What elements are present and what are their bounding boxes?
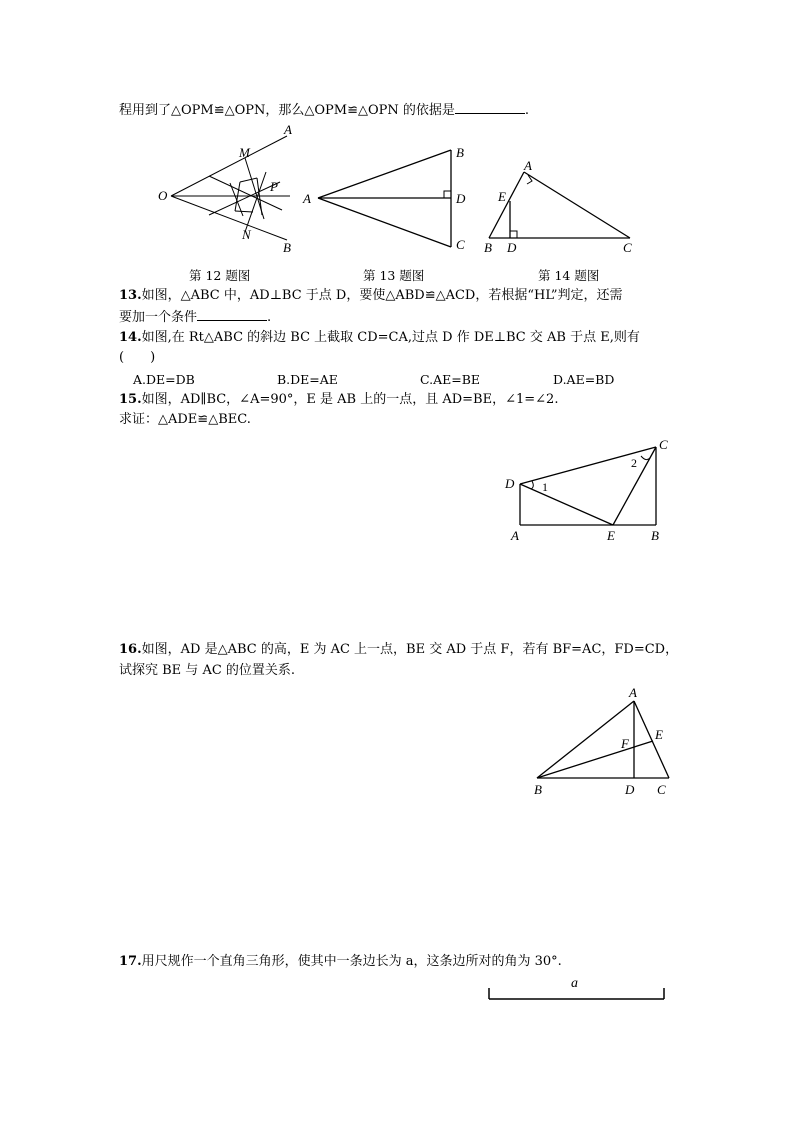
fig14-label-A: A: [524, 158, 532, 173]
fig12-label-M: M: [239, 145, 250, 160]
fig14-label-B: B: [484, 240, 492, 255]
q15-number: 15.: [119, 392, 142, 407]
fig15-angle-2: 2: [631, 456, 637, 470]
fig16-label-C: C: [657, 782, 666, 797]
fig16-label-D: D: [625, 782, 635, 797]
fig15-label-B: B: [651, 528, 659, 543]
q13-end: .: [267, 310, 272, 325]
q14-choice-b[interactable]: B.DE=AE: [277, 372, 338, 387]
q16-text: 如图，AD 是△ABC 的高，E 为 AC 上一点，BE 交 AD 于点 F，若有 BF=AC，FD=CD，: [141, 642, 679, 657]
fig16-label-A: A: [629, 685, 637, 700]
fig15-label-E: E: [607, 528, 615, 543]
q12-end: .: [524, 103, 530, 118]
fig15-angle-1: 1: [542, 480, 548, 494]
q13-number: 13.: [119, 288, 142, 303]
fig15-label-C: C: [659, 437, 668, 452]
fig16-label-E: E: [655, 727, 663, 742]
q14-choice-a[interactable]: A.DE=DB: [133, 372, 195, 387]
fig14-label-E: E: [498, 189, 506, 204]
q16-line2: 试探究 BE 与 AC 的位置关系.: [119, 663, 296, 678]
fig16-label-F: F: [621, 736, 629, 751]
q15-text: 如图，AD∥BC，∠A=90°，E 是 AB 上的一点，且 AD=BE，∠1=∠2.: [141, 392, 559, 407]
fig14-label-C: C: [623, 240, 632, 255]
q16-number: 16.: [119, 642, 142, 657]
fig16-label-B: B: [534, 782, 542, 797]
q13-text2: 要加一个条件: [119, 310, 198, 325]
q14-choice-d[interactable]: D.AE=BD: [553, 372, 615, 387]
q14-number: 14.: [119, 330, 142, 345]
fig13-caption: 第 13 题图: [363, 268, 425, 283]
q17-number: 17.: [119, 954, 142, 969]
q12-sentence: 程用到了△OPM≌△OPN，那么△OPM≌△OPN 的依据是: [119, 103, 455, 118]
q14-paren: ( ): [119, 350, 156, 365]
fig12-caption: 第 12 题图: [189, 268, 251, 283]
q15-line2: 求证：△ADE≌△BEC.: [119, 412, 251, 427]
fig15-label-A: A: [511, 528, 519, 543]
fig12-label-B: B: [283, 240, 291, 255]
fig12-label-P: P: [270, 179, 278, 194]
fig12-label-O: O: [158, 188, 168, 203]
segment-a-label: a: [571, 976, 578, 991]
fig14-caption: 第 14 题图: [538, 268, 600, 283]
fig13-label-A: A: [303, 191, 311, 206]
fig12-label-N: N: [242, 227, 251, 242]
q13-text: 如图，△ABC 中，AD⊥BC 于点 D，要使△ABD≌△ACD，若根据“HL”判定，还需: [141, 288, 623, 303]
fig13-label-C: C: [456, 237, 465, 252]
q14-choice-c[interactable]: C.AE=BE: [420, 372, 481, 387]
q14-text: 如图,在 Rt△ABC 的斜边 BC 上截取 CD=CA,过点 D 作 DE⊥BC 交 AB 于点 E,则有: [141, 330, 640, 345]
q17-text: 用尺规作一个直角三角形，使其中一条边长为 a，这条边所对的角为 30°.: [141, 954, 562, 969]
fig15-label-D: D: [505, 476, 515, 491]
fig14-label-D: D: [507, 240, 517, 255]
fig13-label-B: B: [456, 145, 464, 160]
fig13-label-D: D: [456, 191, 466, 206]
fig12-label-A: A: [284, 122, 292, 137]
